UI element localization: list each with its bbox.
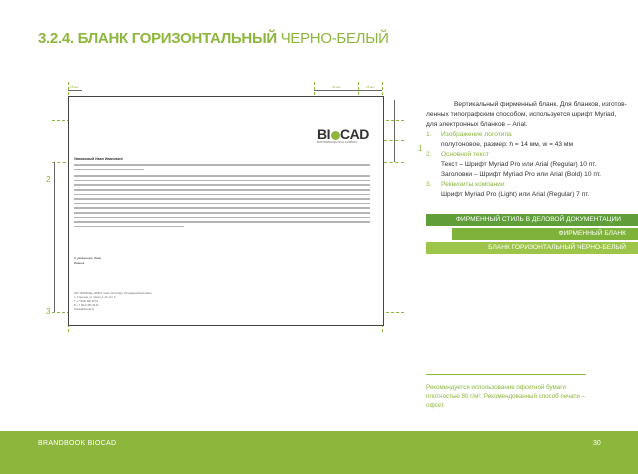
item-title: Основной текст <box>441 151 489 158</box>
phone-line: Т. +7 (812) 380 49 33 <box>74 300 98 303</box>
marker-2: 2 <box>46 175 51 184</box>
nav-bar-letterhead[interactable]: ФИРМЕННЫЙ БЛАНК <box>452 228 638 240</box>
dim-label-left: 15 мм <box>70 85 79 89</box>
item-title: Изображение логотипа <box>441 131 512 138</box>
address-line: ЗАО «БИОКАД» 198515, Санкт-Петербург, Петродворцовый район, <box>74 292 153 295</box>
description <box>440 100 627 110</box>
item-text: Шрифт Myriad Pro (Light) или Arial (Regular) 7 пт. <box>441 191 590 198</box>
intro-line: Вертикальный фирменный бланк. Для бланков, изготов- <box>454 101 627 108</box>
page-title: 3.2.4. БЛАНК ГОРИЗОНТАЛЬНЫЙ ЧЕРНО-БЕЛЫЙ <box>38 30 389 47</box>
fax-line: Ф. +7 (812) 380 49 34 <box>74 304 99 307</box>
nav-bar-business-docs[interactable]: ФИРМЕННЫЙ СТИЛЬ В ДЕЛОВОЙ ДОКУМЕНТАЦИИ <box>426 214 638 226</box>
item-title: Реквизиты компании <box>441 181 505 188</box>
footer-brand: BRANDBOOK BIOCAD <box>38 440 117 447</box>
logo-subtitle: BIOPHARMACEUTICAL COMPANY <box>317 141 358 144</box>
dim-right-vertical <box>394 100 395 162</box>
item-number: 3. <box>426 181 432 188</box>
item-text: Заголовки – Шрифт Myriad Pro или Arial (Bold) 10 пт. <box>441 171 602 178</box>
dim-top-left <box>68 90 82 91</box>
dim-left-vertical <box>54 162 55 312</box>
intro-line: ленных типографским способом, используется шрифт Myriad, <box>426 111 617 118</box>
item-text: полутоновое, размер: h = 14 мм, w = 43 мм <box>441 141 573 148</box>
paper-note: Рекомендуется использование офсетной бумаги плотностью 80 г/м². Рекомендованный способ печати – офсет. <box>426 384 585 409</box>
intro-line: для электронных бланков – Arial. <box>426 121 528 128</box>
letter-body <box>74 164 372 230</box>
biocad-logo: BI CAD <box>317 126 369 142</box>
letter-closing: С уважением, Иван Иванов <box>74 256 102 265</box>
address-line: п. Стрельна, ул. Связи, д. 34, лит. А <box>74 296 116 299</box>
company-requisites <box>74 292 152 312</box>
logo-o-circle <box>331 131 340 140</box>
dim-top-right <box>358 90 382 91</box>
item-text: Текст – Шрифт Myriad Pro или Arial (Regular) 10 пт. <box>441 161 597 168</box>
item-number: 1. <box>426 131 432 138</box>
page-number: 30 <box>593 440 601 447</box>
letter-greeting: Уважаемый Иван Иванович! <box>74 157 124 161</box>
dim-top-mid <box>314 90 358 91</box>
dim-label-right: 15 мм <box>366 85 375 89</box>
item-number: 2. <box>426 151 432 158</box>
dim-label-mid: 40 мм <box>332 85 341 89</box>
email-line: biocad@biocad.ru <box>74 308 95 311</box>
guide-logo-bottom <box>384 162 404 163</box>
nav-bar-horizontal-bw[interactable]: БЛАНК ГОРИЗОНТАЛЬНЫЙ ЧЕРНО-БЕЛЫЙ <box>426 242 638 254</box>
note-divider <box>426 374 586 375</box>
marker-1: 1 <box>418 144 423 153</box>
marker-3: 3 <box>46 307 51 316</box>
footer-band <box>0 431 638 474</box>
